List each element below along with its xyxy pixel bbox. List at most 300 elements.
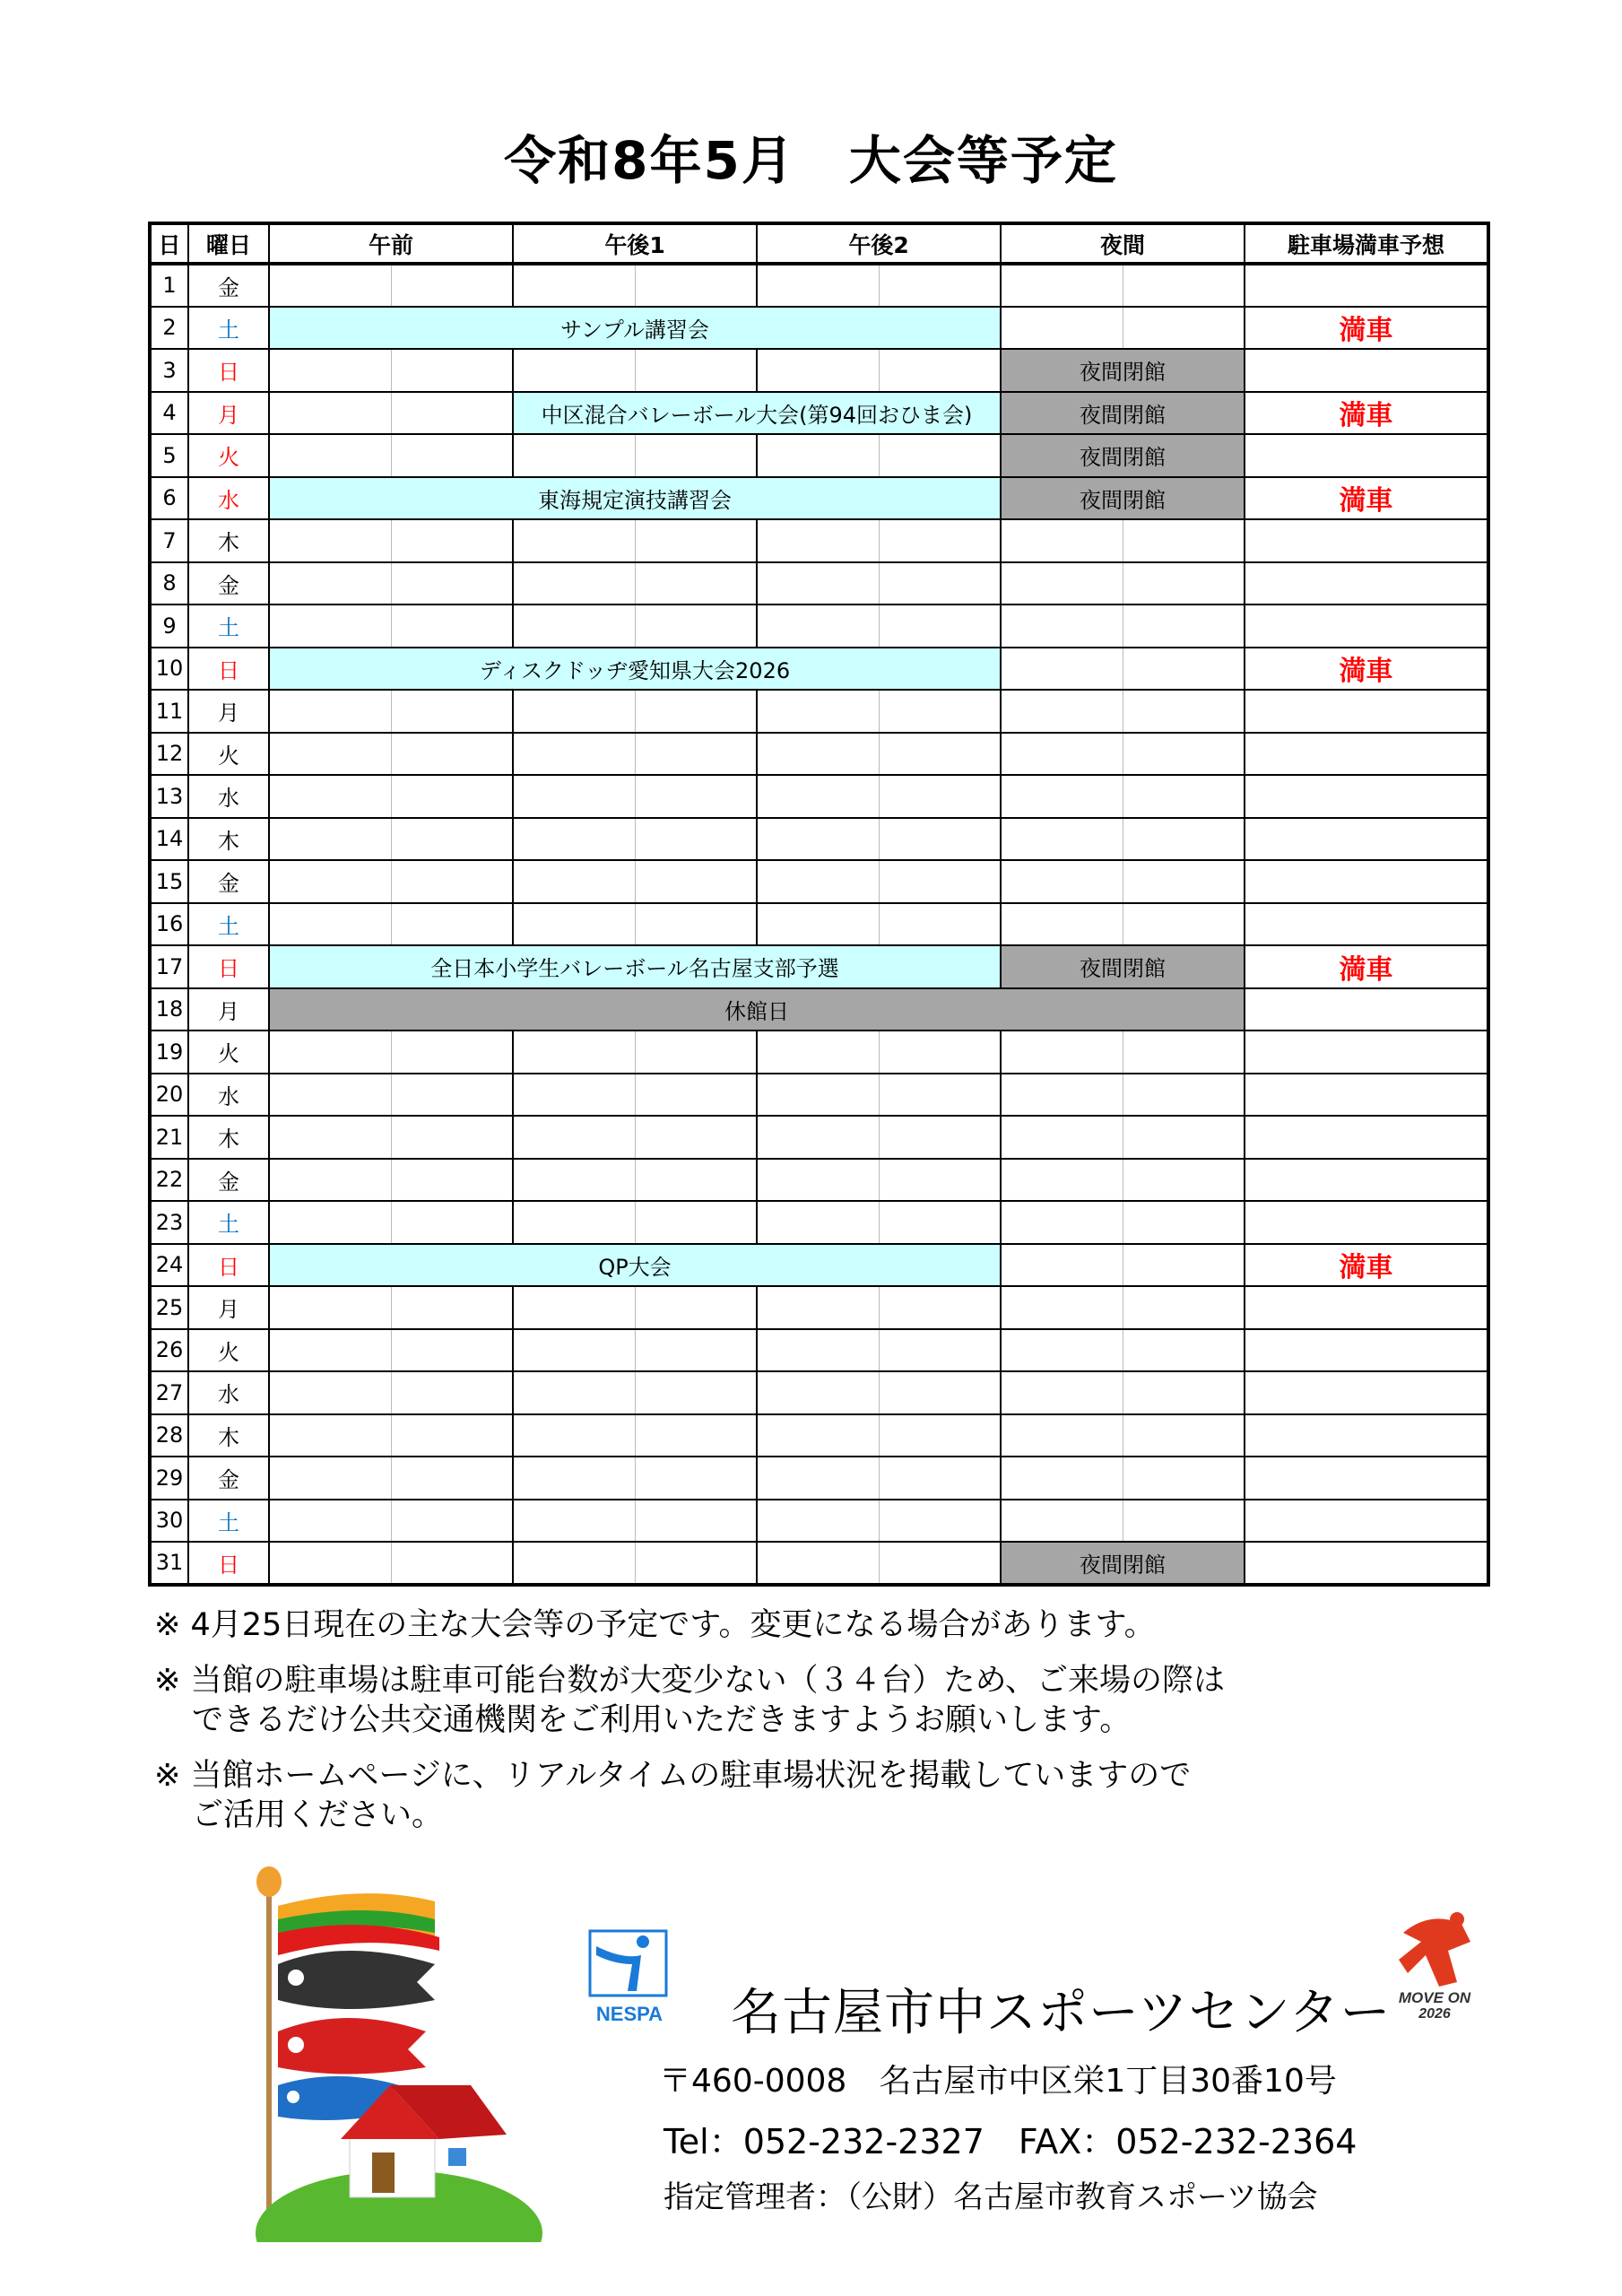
empty-slot [513, 690, 635, 733]
weekday-cell: 土 [188, 604, 269, 648]
empty-slot [1001, 733, 1123, 776]
empty-slot [391, 1031, 513, 1074]
weekday-cell: 金 [188, 264, 269, 307]
empty-slot [269, 1329, 391, 1372]
event-cell: QP大会 [269, 1244, 1001, 1287]
empty-slot [513, 349, 635, 392]
table-row [150, 775, 1488, 818]
empty-slot [1123, 1159, 1245, 1202]
empty-slot [269, 1074, 391, 1117]
facility-address: 〒460-0008 名古屋市中区栄1丁目30番10号 [659, 2063, 1337, 2100]
empty-slot [269, 733, 391, 776]
page-title: 令和8年5月 大会等予定 [504, 130, 1118, 191]
empty-slot [269, 1286, 391, 1329]
empty-slot [391, 349, 513, 392]
empty-slot [1123, 519, 1245, 562]
empty-slot [269, 392, 391, 435]
empty-slot [391, 690, 513, 733]
empty-slot [1001, 903, 1123, 946]
table-row [150, 860, 1488, 903]
table-row [150, 1159, 1488, 1202]
parking-cell [1245, 1329, 1488, 1372]
empty-slot [513, 1414, 635, 1457]
parking-cell [1245, 434, 1488, 477]
day-cell: 20 [150, 1074, 188, 1117]
parking-full-cell: 満車 [1245, 307, 1488, 350]
empty-slot [1001, 307, 1123, 350]
empty-slot [1123, 1414, 1245, 1457]
day-cell: 31 [150, 1542, 188, 1585]
weekday-cell: 火 [188, 1329, 269, 1372]
empty-slot [269, 903, 391, 946]
empty-slot [391, 1500, 513, 1543]
table-row [150, 1031, 1488, 1074]
empty-slot [757, 860, 879, 903]
day-cell: 12 [150, 733, 188, 776]
empty-slot [879, 1371, 1001, 1414]
table-row [150, 307, 1488, 350]
empty-slot [1123, 1457, 1245, 1500]
empty-slot [513, 264, 635, 307]
day-cell: 3 [150, 349, 188, 392]
table-row [150, 1286, 1488, 1329]
weekday-cell: 水 [188, 477, 269, 520]
empty-slot [269, 434, 391, 477]
empty-slot [757, 1457, 879, 1500]
day-cell: 22 [150, 1159, 188, 1202]
table-row [150, 1371, 1488, 1414]
empty-slot [391, 1201, 513, 1244]
empty-slot [513, 1457, 635, 1500]
empty-slot [391, 392, 513, 435]
empty-slot [513, 1031, 635, 1074]
weekday-cell: 月 [188, 1286, 269, 1329]
day-cell: 24 [150, 1244, 188, 1287]
parking-full-cell: 満車 [1245, 1244, 1488, 1287]
empty-slot [879, 1286, 1001, 1329]
empty-slot [879, 434, 1001, 477]
weekday-cell: 木 [188, 1116, 269, 1159]
table-row [150, 648, 1488, 691]
parking-cell [1245, 988, 1488, 1031]
empty-slot [879, 690, 1001, 733]
day-cell: 2 [150, 307, 188, 350]
empty-slot [879, 1159, 1001, 1202]
empty-slot [269, 519, 391, 562]
empty-slot [269, 1542, 391, 1585]
event-cell: 全日本小学生バレーボール名古屋支部予選 [269, 945, 1001, 988]
empty-slot [1123, 1286, 1245, 1329]
empty-slot [391, 1286, 513, 1329]
table-row [150, 434, 1488, 477]
empty-slot [1001, 1244, 1123, 1287]
empty-slot [1123, 562, 1245, 605]
header-weekday: 曜日 [188, 223, 269, 264]
header-parking: 駐車場満車予想 [1245, 223, 1488, 264]
empty-slot [879, 1414, 1001, 1457]
empty-slot [879, 1116, 1001, 1159]
empty-slot [1001, 1031, 1123, 1074]
empty-slot [757, 604, 879, 648]
empty-slot [879, 818, 1001, 861]
empty-slot [391, 519, 513, 562]
nespa-logo [587, 1928, 672, 2027]
empty-slot [269, 860, 391, 903]
weekday-cell: 土 [188, 1500, 269, 1543]
empty-slot [269, 1116, 391, 1159]
empty-slot [757, 733, 879, 776]
svg-text:MOVE ON: MOVE ON [1398, 1989, 1471, 2006]
parking-cell [1245, 1116, 1488, 1159]
weekday-cell: 火 [188, 1031, 269, 1074]
parking-cell [1245, 1542, 1488, 1585]
event-cell: ディスクドッヂ愛知県大会2026 [269, 648, 1001, 691]
empty-slot [635, 1542, 757, 1585]
empty-slot [1001, 690, 1123, 733]
weekday-cell: 土 [188, 307, 269, 350]
empty-slot [391, 604, 513, 648]
empty-slot [391, 1542, 513, 1585]
parking-cell [1245, 1457, 1488, 1500]
night-closed-cell: 夜間閉館 [1001, 349, 1245, 392]
empty-slot [513, 1159, 635, 1202]
parking-full-cell: 満車 [1245, 477, 1488, 520]
empty-slot [1123, 733, 1245, 776]
parking-cell [1245, 349, 1488, 392]
day-cell: 6 [150, 477, 188, 520]
table-row [150, 988, 1488, 1031]
table-row [150, 562, 1488, 605]
empty-slot [269, 1201, 391, 1244]
parking-cell [1245, 818, 1488, 861]
empty-slot [635, 1371, 757, 1414]
empty-slot [1001, 1116, 1123, 1159]
weekday-cell: 土 [188, 1201, 269, 1244]
weekday-cell: 金 [188, 860, 269, 903]
facility-phone-fax: Tel：052-232-2327 FAX：052-232-2364 [664, 2122, 1357, 2161]
parking-cell [1245, 903, 1488, 946]
empty-slot [635, 860, 757, 903]
facility-name: 名古屋市中スポーツセンター [731, 1984, 1392, 2042]
empty-slot [391, 733, 513, 776]
weekday-cell: 水 [188, 1074, 269, 1117]
empty-slot [635, 1074, 757, 1117]
parking-cell [1245, 1500, 1488, 1543]
note-text: ※ 当館ホームページに、リアルタイムの駐車場状況を掲載していますので [154, 1758, 1192, 1794]
parking-cell [1245, 690, 1488, 733]
note-1 [154, 1605, 1156, 1645]
empty-slot [513, 1329, 635, 1372]
parking-full-cell: 満車 [1245, 945, 1488, 988]
empty-slot [757, 903, 879, 946]
empty-slot [757, 1031, 879, 1074]
empty-slot [269, 1414, 391, 1457]
empty-slot [513, 775, 635, 818]
table-row [150, 1244, 1488, 1287]
empty-slot [391, 1159, 513, 1202]
empty-slot [269, 264, 391, 307]
empty-slot [513, 562, 635, 605]
night-closed-cell: 夜間閉館 [1001, 1542, 1245, 1585]
day-cell: 10 [150, 648, 188, 691]
empty-slot [1123, 1116, 1245, 1159]
empty-slot [635, 1286, 757, 1329]
empty-slot [269, 1159, 391, 1202]
note-2 [154, 1661, 1225, 1740]
empty-slot [1001, 1371, 1123, 1414]
empty-slot [391, 1116, 513, 1159]
table-row [150, 1457, 1488, 1500]
weekday-cell: 金 [188, 1159, 269, 1202]
weekday-cell: 日 [188, 1244, 269, 1287]
empty-slot [1001, 818, 1123, 861]
empty-slot [879, 1500, 1001, 1543]
svg-text:2026: 2026 [1418, 2006, 1451, 2022]
day-cell: 7 [150, 519, 188, 562]
facility-manager: 指定管理者：（公財）名古屋市教育スポーツ協会 [664, 2179, 1318, 2215]
empty-slot [513, 434, 635, 477]
weekday-cell: 火 [188, 434, 269, 477]
empty-slot [1123, 1201, 1245, 1244]
event-cell: 東海規定演技講習会 [269, 477, 1001, 520]
empty-slot [879, 860, 1001, 903]
day-cell: 14 [150, 818, 188, 861]
empty-slot [391, 1371, 513, 1414]
empty-slot [1001, 562, 1123, 605]
empty-slot [391, 775, 513, 818]
empty-slot [879, 604, 1001, 648]
table-row [150, 818, 1488, 861]
empty-slot [1123, 264, 1245, 307]
table-row [150, 1542, 1488, 1585]
empty-slot [757, 1116, 879, 1159]
empty-slot [391, 903, 513, 946]
empty-slot [269, 604, 391, 648]
koinobori-illustration [256, 1866, 596, 2242]
empty-slot [513, 733, 635, 776]
empty-slot [513, 903, 635, 946]
empty-slot [757, 519, 879, 562]
empty-slot [757, 775, 879, 818]
empty-slot [391, 1074, 513, 1117]
weekday-cell: 日 [188, 648, 269, 691]
parking-cell [1245, 733, 1488, 776]
empty-slot [513, 1201, 635, 1244]
header-night: 夜間 [1001, 223, 1245, 264]
parking-cell [1245, 519, 1488, 562]
event-cell: 中区混合バレーボール大会(第94回おひま会) [513, 392, 1001, 435]
empty-slot [635, 434, 757, 477]
empty-slot [1123, 818, 1245, 861]
weekday-cell: 金 [188, 1457, 269, 1500]
empty-slot [879, 1457, 1001, 1500]
empty-slot [635, 1159, 757, 1202]
empty-slot [879, 1542, 1001, 1585]
empty-slot [513, 1116, 635, 1159]
header-row [150, 223, 1488, 264]
empty-slot [635, 264, 757, 307]
empty-slot [635, 1031, 757, 1074]
day-cell: 18 [150, 988, 188, 1031]
empty-slot [391, 1414, 513, 1457]
event-cell: サンプル講習会 [269, 307, 1001, 350]
night-closed-cell: 夜間閉館 [1001, 945, 1245, 988]
empty-slot [635, 1414, 757, 1457]
empty-slot [879, 1201, 1001, 1244]
empty-slot [1001, 519, 1123, 562]
empty-slot [513, 818, 635, 861]
empty-slot [513, 1286, 635, 1329]
move-on-2026-logo [1385, 1906, 1484, 2022]
empty-slot [757, 1500, 879, 1543]
empty-slot [757, 434, 879, 477]
day-cell: 8 [150, 562, 188, 605]
parking-cell [1245, 1074, 1488, 1117]
weekday-cell: 木 [188, 818, 269, 861]
empty-slot [1001, 860, 1123, 903]
table-row [150, 392, 1488, 435]
empty-slot [269, 1371, 391, 1414]
weekday-cell: 水 [188, 775, 269, 818]
parking-cell [1245, 1371, 1488, 1414]
parking-cell [1245, 264, 1488, 307]
table-row [150, 903, 1488, 946]
table-row [150, 690, 1488, 733]
parking-cell [1245, 1201, 1488, 1244]
empty-slot [1001, 1500, 1123, 1543]
empty-slot [757, 1371, 879, 1414]
empty-slot [513, 604, 635, 648]
table-row [150, 1201, 1488, 1244]
empty-slot [269, 818, 391, 861]
empty-slot [635, 818, 757, 861]
note-text: できるだけ公共交通機関をご利用いただきますようお願いします。 [192, 1702, 1132, 1738]
empty-slot [391, 562, 513, 605]
parking-cell [1245, 604, 1488, 648]
empty-slot [635, 690, 757, 733]
header-pm1: 午後1 [513, 223, 757, 264]
empty-slot [635, 1457, 757, 1500]
empty-slot [1001, 648, 1123, 691]
table-row [150, 1414, 1488, 1457]
parking-cell [1245, 860, 1488, 903]
empty-slot [269, 775, 391, 818]
day-cell: 30 [150, 1500, 188, 1543]
empty-slot [1123, 1329, 1245, 1372]
table-row [150, 733, 1488, 776]
table-row [150, 264, 1488, 307]
parking-cell [1245, 562, 1488, 605]
weekday-cell: 月 [188, 988, 269, 1031]
empty-slot [635, 1201, 757, 1244]
table-row [150, 945, 1488, 988]
empty-slot [879, 264, 1001, 307]
day-cell: 5 [150, 434, 188, 477]
header-am: 午前 [269, 223, 513, 264]
empty-slot [513, 1074, 635, 1117]
empty-slot [1123, 604, 1245, 648]
note-text: ※ 当館の駐車場は駐車可能台数が大変少ない（３４台）ため、ご来場の際は [154, 1663, 1226, 1699]
day-cell: 28 [150, 1414, 188, 1457]
empty-slot [269, 349, 391, 392]
empty-slot [269, 1500, 391, 1543]
day-cell: 17 [150, 945, 188, 988]
empty-slot [879, 519, 1001, 562]
weekday-cell: 木 [188, 519, 269, 562]
empty-slot [879, 1031, 1001, 1074]
schedule-table [148, 222, 1490, 1587]
empty-slot [269, 1031, 391, 1074]
empty-slot [1123, 1500, 1245, 1543]
empty-slot [879, 1074, 1001, 1117]
table-row [150, 1329, 1488, 1372]
table-row [150, 1500, 1488, 1543]
weekday-cell: 日 [188, 349, 269, 392]
empty-slot [757, 690, 879, 733]
table-row [150, 1074, 1488, 1117]
table-row [150, 477, 1488, 520]
parking-cell [1245, 1414, 1488, 1457]
empty-slot [513, 1542, 635, 1585]
empty-slot [391, 1457, 513, 1500]
night-closed-cell: 夜間閉館 [1001, 434, 1245, 477]
empty-slot [1123, 1244, 1245, 1287]
empty-slot [269, 562, 391, 605]
empty-slot [513, 860, 635, 903]
empty-slot [1123, 1074, 1245, 1117]
empty-slot [879, 1329, 1001, 1372]
empty-slot [513, 1371, 635, 1414]
empty-slot [391, 818, 513, 861]
table-row [150, 604, 1488, 648]
empty-slot [391, 1329, 513, 1372]
closed-day-cell: 休館日 [269, 988, 1245, 1031]
empty-slot [1001, 1201, 1123, 1244]
empty-slot [757, 1074, 879, 1117]
parking-full-cell: 満車 [1245, 648, 1488, 691]
weekday-cell: 木 [188, 1414, 269, 1457]
empty-slot [513, 1500, 635, 1543]
empty-slot [757, 562, 879, 605]
day-cell: 16 [150, 903, 188, 946]
weekday-cell: 月 [188, 392, 269, 435]
weekday-cell: 日 [188, 945, 269, 988]
parking-cell [1245, 1159, 1488, 1202]
note-text: ※ 4月25日現在の主な大会等の予定です。変更になる場合があります。 [154, 1607, 1156, 1643]
empty-slot [1001, 1457, 1123, 1500]
day-cell: 4 [150, 392, 188, 435]
day-cell: 26 [150, 1329, 188, 1372]
empty-slot [1001, 604, 1123, 648]
empty-slot [635, 1329, 757, 1372]
empty-slot [1123, 1371, 1245, 1414]
empty-slot [1001, 1074, 1123, 1117]
day-cell: 27 [150, 1371, 188, 1414]
empty-slot [635, 903, 757, 946]
empty-slot [1001, 1159, 1123, 1202]
note-text: ご活用ください。 [192, 1797, 444, 1833]
day-cell: 13 [150, 775, 188, 818]
table-row [150, 1116, 1488, 1159]
empty-slot [879, 733, 1001, 776]
empty-slot [1001, 1414, 1123, 1457]
weekday-cell: 火 [188, 733, 269, 776]
empty-slot [1123, 903, 1245, 946]
empty-slot [1001, 264, 1123, 307]
empty-slot [1123, 1031, 1245, 1074]
header-day: 日 [150, 223, 188, 264]
day-cell: 1 [150, 264, 188, 307]
